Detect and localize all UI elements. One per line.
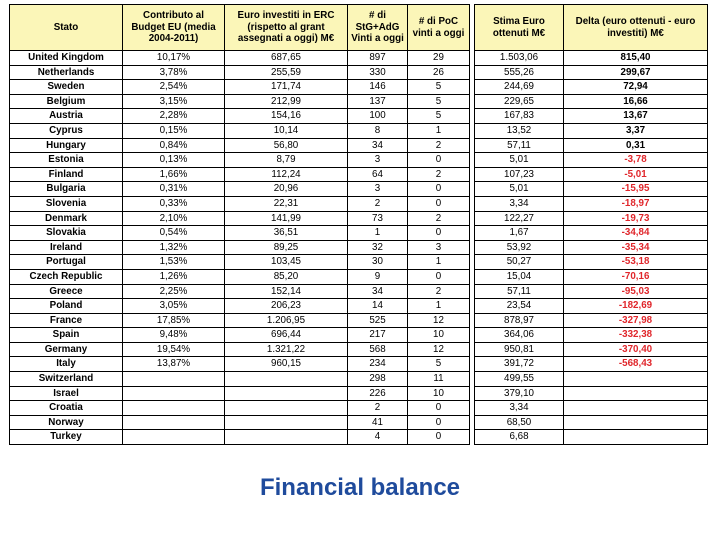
table-row (475, 386, 708, 401)
table-row (10, 109, 470, 124)
cell-contributo: 0,33% (123, 196, 225, 211)
cell-poc: 2 (408, 211, 470, 226)
cell-stima: 50,27 (475, 255, 564, 270)
caption-title: Financial balance (259, 474, 461, 501)
cell-vinti: 330 (348, 65, 408, 80)
cell-vinti: 8 (348, 123, 408, 138)
table-row (10, 372, 470, 387)
cell-vinti: 525 (348, 313, 408, 328)
cell-poc: 0 (408, 196, 470, 211)
cell-stima: 229,65 (475, 94, 564, 109)
cell-contributo: 2,25% (123, 284, 225, 299)
cell-delta: 3,37 (564, 123, 708, 138)
cell-poc: 1 (408, 299, 470, 314)
cell-poc: 2 (408, 284, 470, 299)
table-row (10, 313, 470, 328)
cell-poc: 0 (408, 401, 470, 416)
table-row (10, 167, 470, 182)
cell-country: Netherlands (10, 65, 123, 80)
cell-contributo: 1,66% (123, 167, 225, 182)
table-body-right (475, 51, 708, 445)
cell-country: Sweden (10, 80, 123, 95)
cell-vinti: 298 (348, 372, 408, 387)
cell-investiti: 10,14 (225, 123, 348, 138)
cell-country: Turkey (10, 430, 123, 445)
cell-vinti: 41 (348, 415, 408, 430)
table-row (10, 123, 470, 138)
cell-investiti: 206,23 (225, 299, 348, 314)
cell-contributo: 9,48% (123, 328, 225, 343)
table-row (10, 226, 470, 241)
cell-vinti: 14 (348, 299, 408, 314)
table-row (475, 284, 708, 299)
cell-contributo: 1,53% (123, 255, 225, 270)
table-row (10, 342, 470, 357)
cell-stima: 6,68 (475, 430, 564, 445)
table-row (475, 196, 708, 211)
table-row (475, 80, 708, 95)
cell-vinti: 30 (348, 255, 408, 270)
cell-investiti: 85,20 (225, 269, 348, 284)
cell-delta (564, 401, 708, 416)
cell-contributo (123, 372, 225, 387)
cell-investiti: 696,44 (225, 328, 348, 343)
cell-investiti: 154,16 (225, 109, 348, 124)
cell-contributo: 1,32% (123, 240, 225, 255)
cell-stima: 379,10 (475, 386, 564, 401)
cell-contributo: 19,54% (123, 342, 225, 357)
cell-vinti: 3 (348, 182, 408, 197)
table-row (10, 401, 470, 416)
cell-country: United Kingdom (10, 51, 123, 66)
cell-vinti: 234 (348, 357, 408, 372)
cell-investiti: 36,51 (225, 226, 348, 241)
cell-stima: 3,34 (475, 196, 564, 211)
table-row (475, 401, 708, 416)
cell-contributo: 3,78% (123, 65, 225, 80)
cell-country: Greece (10, 284, 123, 299)
cell-country: Denmark (10, 211, 123, 226)
cell-delta: -182,69 (564, 299, 708, 314)
cell-vinti: 4 (348, 430, 408, 445)
header-row (10, 5, 470, 51)
cell-investiti: 141,99 (225, 211, 348, 226)
table-row (475, 357, 708, 372)
cell-investiti: 1.206,95 (225, 313, 348, 328)
cell-poc: 29 (408, 51, 470, 66)
table-row (475, 415, 708, 430)
header-contributo: Contributo al Budget EU (media 2004-2011) (123, 5, 225, 51)
cell-delta: -53,18 (564, 255, 708, 270)
cell-country: France (10, 313, 123, 328)
cell-contributo: 0,13% (123, 153, 225, 168)
cell-contributo: 0,31% (123, 182, 225, 197)
cell-poc: 5 (408, 94, 470, 109)
table-row (10, 65, 470, 80)
cell-contributo: 2,28% (123, 109, 225, 124)
table-row (10, 386, 470, 401)
table-row (475, 153, 708, 168)
cell-stima: 1.503,06 (475, 51, 564, 66)
cell-country: Hungary (10, 138, 123, 153)
table-row (10, 182, 470, 197)
cell-stima: 15,04 (475, 269, 564, 284)
cell-contributo (123, 386, 225, 401)
cell-investiti: 20,96 (225, 182, 348, 197)
cell-vinti: 217 (348, 328, 408, 343)
cell-vinti: 897 (348, 51, 408, 66)
cell-delta (564, 415, 708, 430)
cell-stima: 68,50 (475, 415, 564, 430)
cell-contributo: 1,26% (123, 269, 225, 284)
table-row (475, 51, 708, 66)
cell-country: Belgium (10, 94, 123, 109)
table-body-left (10, 51, 470, 445)
table-row (10, 328, 470, 343)
cell-vinti: 137 (348, 94, 408, 109)
cell-country: Portugal (10, 255, 123, 270)
cell-delta: -332,38 (564, 328, 708, 343)
table-row (475, 167, 708, 182)
cell-stima: 53,92 (475, 240, 564, 255)
header-poc: # di PoC vinti a oggi (408, 5, 470, 51)
table-row (10, 94, 470, 109)
cell-vinti: 34 (348, 284, 408, 299)
cell-delta: -3,78 (564, 153, 708, 168)
table-row (10, 240, 470, 255)
cell-stima: 107,23 (475, 167, 564, 182)
cell-investiti: 103,45 (225, 255, 348, 270)
cell-stima: 122,27 (475, 211, 564, 226)
cell-country: Israel (10, 386, 123, 401)
cell-poc: 11 (408, 372, 470, 387)
cell-contributo: 0,84% (123, 138, 225, 153)
table-row (475, 123, 708, 138)
cell-contributo: 0,15% (123, 123, 225, 138)
cell-contributo: 2,54% (123, 80, 225, 95)
cell-vinti: 73 (348, 211, 408, 226)
cell-investiti (225, 401, 348, 416)
cell-investiti: 1.321,22 (225, 342, 348, 357)
cell-poc: 1 (408, 123, 470, 138)
cell-vinti: 146 (348, 80, 408, 95)
cell-investiti: 212,99 (225, 94, 348, 109)
table-row (10, 299, 470, 314)
cell-country: Germany (10, 342, 123, 357)
cell-stima: 5,01 (475, 153, 564, 168)
table-row (10, 269, 470, 284)
header-row (475, 5, 708, 51)
cell-investiti: 22,31 (225, 196, 348, 211)
cell-poc: 5 (408, 357, 470, 372)
cell-stima: 57,11 (475, 284, 564, 299)
table-row (475, 342, 708, 357)
cell-delta: 16,66 (564, 94, 708, 109)
cell-stima: 364,06 (475, 328, 564, 343)
cell-delta (564, 386, 708, 401)
cell-investiti: 112,24 (225, 167, 348, 182)
table-row (10, 51, 470, 66)
cell-delta: -568,43 (564, 357, 708, 372)
header-vinti: # di StG+AdG Vinti a oggi (348, 5, 408, 51)
cell-poc: 0 (408, 269, 470, 284)
cell-stima: 57,11 (475, 138, 564, 153)
cell-poc: 0 (408, 182, 470, 197)
cell-delta: -35,34 (564, 240, 708, 255)
cell-poc: 0 (408, 226, 470, 241)
cell-delta: -327,98 (564, 313, 708, 328)
cell-delta: -19,73 (564, 211, 708, 226)
table-row (475, 299, 708, 314)
header-delta: Delta (euro ottenuti - euro investiti) M€ (564, 5, 708, 51)
cell-poc: 5 (408, 109, 470, 124)
cell-investiti: 8,79 (225, 153, 348, 168)
cell-investiti: 255,59 (225, 65, 348, 80)
cell-vinti: 226 (348, 386, 408, 401)
cell-investiti (225, 372, 348, 387)
cell-investiti: 56,80 (225, 138, 348, 153)
table-row (475, 109, 708, 124)
cell-delta: 13,67 (564, 109, 708, 124)
cell-stima: 23,54 (475, 299, 564, 314)
cell-country: Austria (10, 109, 123, 124)
cell-stima: 950,81 (475, 342, 564, 357)
cell-investiti: 171,74 (225, 80, 348, 95)
cell-investiti (225, 415, 348, 430)
cell-stima: 555,26 (475, 65, 564, 80)
cell-delta (564, 372, 708, 387)
table-row (475, 94, 708, 109)
header-stato: Stato (10, 5, 123, 51)
cell-country: Ireland (10, 240, 123, 255)
cell-delta: 815,40 (564, 51, 708, 66)
cell-delta: -95,03 (564, 284, 708, 299)
table-row (475, 211, 708, 226)
cell-contributo: 0,54% (123, 226, 225, 241)
table-row (10, 138, 470, 153)
cell-investiti (225, 430, 348, 445)
cell-stima: 244,69 (475, 80, 564, 95)
cell-country: Croatia (10, 401, 123, 416)
cell-contributo: 3,05% (123, 299, 225, 314)
table-row (475, 430, 708, 445)
cell-country: Slovakia (10, 226, 123, 241)
cell-vinti: 3 (348, 153, 408, 168)
cell-country: Norway (10, 415, 123, 430)
cell-stima: 3,34 (475, 401, 564, 416)
cell-poc: 12 (408, 342, 470, 357)
table-row (475, 372, 708, 387)
table-row (475, 226, 708, 241)
cell-delta: -34,84 (564, 226, 708, 241)
cell-investiti: 152,14 (225, 284, 348, 299)
table-row (475, 255, 708, 270)
cell-country: Slovenia (10, 196, 123, 211)
cell-stima: 13,52 (475, 123, 564, 138)
cell-vinti: 9 (348, 269, 408, 284)
table-row (475, 138, 708, 153)
cell-country: Finland (10, 167, 123, 182)
table-row (475, 269, 708, 284)
cell-delta: 0,31 (564, 138, 708, 153)
cell-investiti: 89,25 (225, 240, 348, 255)
cell-vinti: 34 (348, 138, 408, 153)
cell-country: Czech Republic (10, 269, 123, 284)
cell-poc: 10 (408, 328, 470, 343)
cell-investiti: 687,65 (225, 51, 348, 66)
cell-contributo: 2,10% (123, 211, 225, 226)
cell-stima: 499,55 (475, 372, 564, 387)
table-row (10, 415, 470, 430)
cell-poc: 3 (408, 240, 470, 255)
cell-contributo (123, 401, 225, 416)
cell-delta: -18,97 (564, 196, 708, 211)
table-row (10, 80, 470, 95)
table-row (10, 430, 470, 445)
cell-vinti: 64 (348, 167, 408, 182)
cell-poc: 26 (408, 65, 470, 80)
cell-vinti: 2 (348, 196, 408, 211)
cell-delta: 72,94 (564, 80, 708, 95)
cell-country: Italy (10, 357, 123, 372)
financial-table-right (474, 4, 708, 445)
cell-stima: 5,01 (475, 182, 564, 197)
cell-country: Cyprus (10, 123, 123, 138)
cell-contributo (123, 430, 225, 445)
table-row (475, 328, 708, 343)
table-row (475, 313, 708, 328)
table-row (475, 182, 708, 197)
cell-stima: 1,67 (475, 226, 564, 241)
cell-contributo: 3,15% (123, 94, 225, 109)
table-row (10, 211, 470, 226)
cell-poc: 10 (408, 386, 470, 401)
cell-delta: -5,01 (564, 167, 708, 182)
cell-investiti (225, 386, 348, 401)
cell-vinti: 32 (348, 240, 408, 255)
cell-poc: 12 (408, 313, 470, 328)
cell-poc: 0 (408, 415, 470, 430)
table-row (10, 196, 470, 211)
cell-stima: 391,72 (475, 357, 564, 372)
header-stima: Stima Euro ottenuti M€ (475, 5, 564, 51)
cell-poc: 1 (408, 255, 470, 270)
cell-contributo: 13,87% (123, 357, 225, 372)
header-euro-investiti: Euro investiti in ERC (rispetto al grant assegnati a oggi) M€ (225, 5, 348, 51)
cell-vinti: 2 (348, 401, 408, 416)
table-row (475, 240, 708, 255)
cell-contributo: 17,85% (123, 313, 225, 328)
cell-vinti: 100 (348, 109, 408, 124)
cell-poc: 5 (408, 80, 470, 95)
cell-delta (564, 430, 708, 445)
cell-vinti: 1 (348, 226, 408, 241)
cell-poc: 0 (408, 430, 470, 445)
cell-poc: 0 (408, 153, 470, 168)
cell-vinti: 568 (348, 342, 408, 357)
table-row (10, 255, 470, 270)
table-row (10, 284, 470, 299)
cell-country: Estonia (10, 153, 123, 168)
cell-country: Switzerland (10, 372, 123, 387)
cell-contributo (123, 415, 225, 430)
cell-poc: 2 (408, 167, 470, 182)
cell-delta: 299,67 (564, 65, 708, 80)
cell-delta: -70,16 (564, 269, 708, 284)
cell-country: Spain (10, 328, 123, 343)
cell-country: Poland (10, 299, 123, 314)
cell-contributo: 10,17% (123, 51, 225, 66)
table-row (10, 357, 470, 372)
financial-table-left (9, 4, 470, 445)
cell-poc: 2 (408, 138, 470, 153)
cell-investiti: 960,15 (225, 357, 348, 372)
cell-delta: -15,95 (564, 182, 708, 197)
cell-country: Bulgaria (10, 182, 123, 197)
cell-delta: -370,40 (564, 342, 708, 357)
cell-stima: 167,83 (475, 109, 564, 124)
table-row (10, 153, 470, 168)
table-row (475, 65, 708, 80)
cell-stima: 878,97 (475, 313, 564, 328)
